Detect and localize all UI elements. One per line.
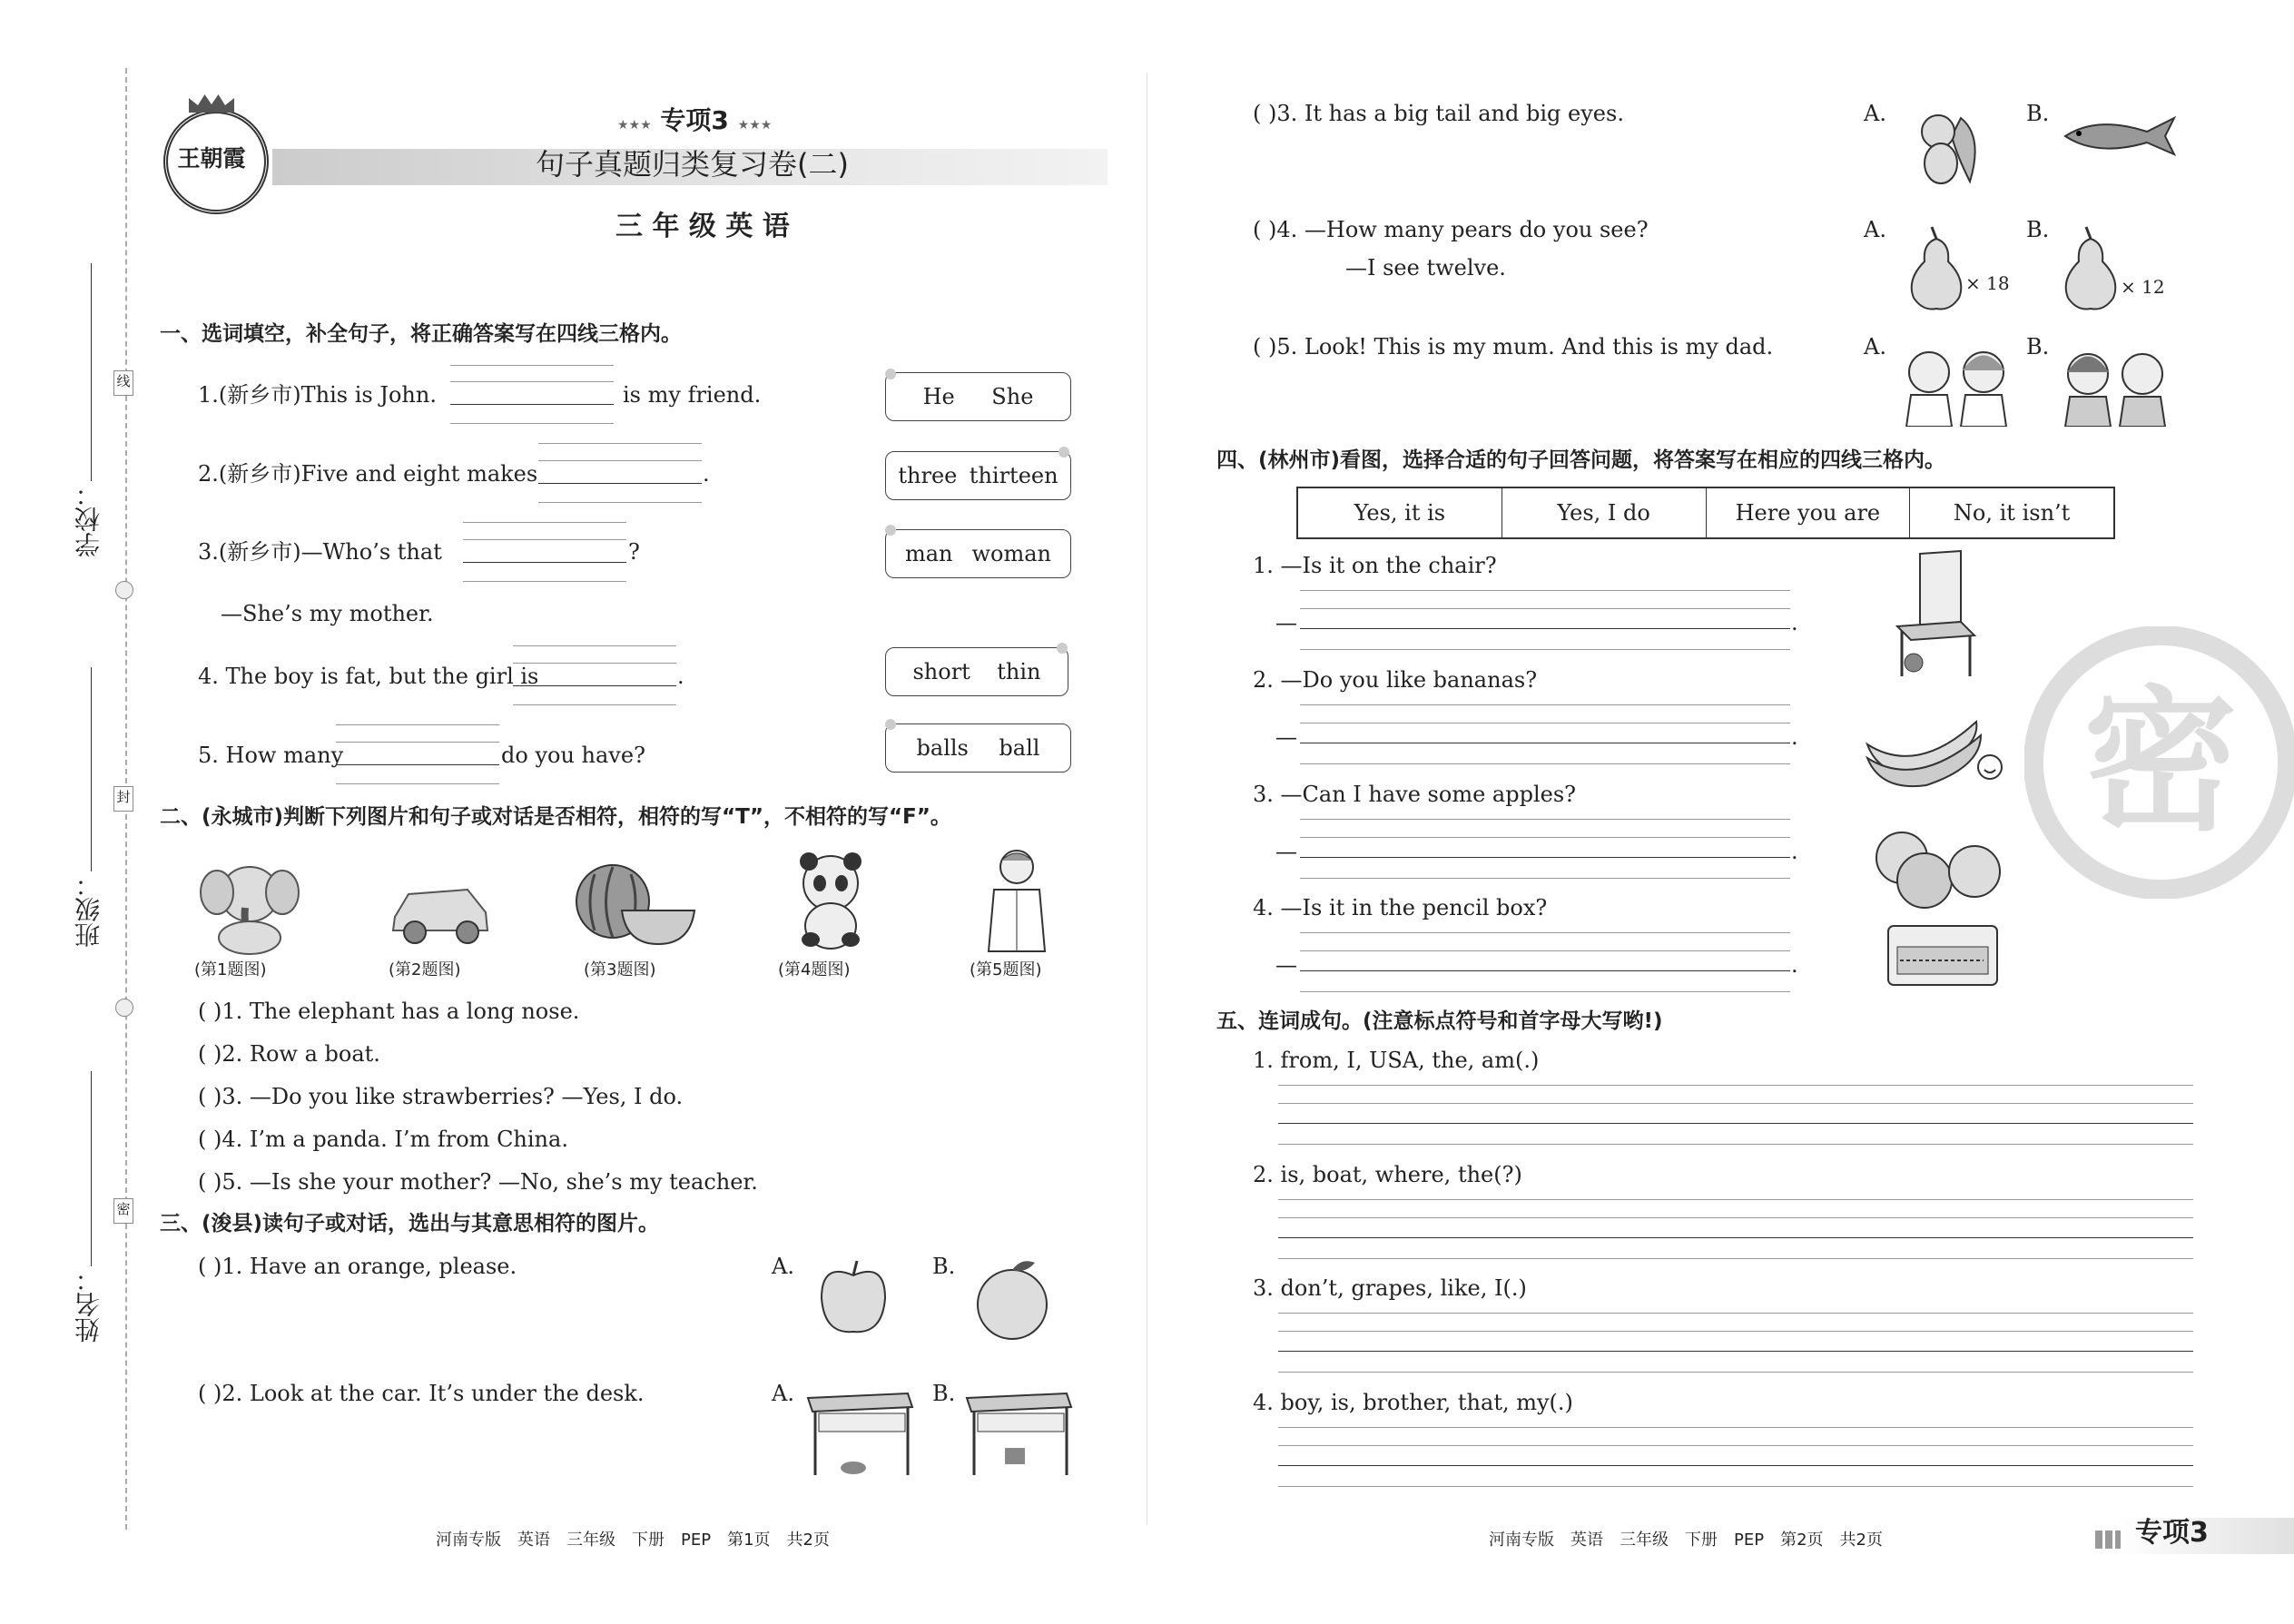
s5-item-1-answer-line[interactable] [1278,1123,2193,1124]
s3-item-1-a: A. [772,1254,794,1279]
seal-char-feng: 封 [113,786,133,812]
s3-item-3[interactable]: ( )3. It has a big tail and big eyes. [1253,101,1624,126]
brand-name: 王朝霞 [177,145,246,172]
s1-q3-suffix: ? [628,539,640,565]
choice-ball: ball [999,735,1040,761]
s4-q1-period: . [1791,610,1798,635]
s3-item-1-b: B. [932,1254,956,1279]
s4-q1-dash: — [1275,610,1297,635]
school-line[interactable] [91,263,92,481]
doctor-picture [976,844,1058,953]
s1-q5-choice-box [885,723,1071,773]
name-label: 姓名： [74,1266,103,1343]
s4-q4-answer-line[interactable] [1300,970,1790,971]
section4-heading: 四、(林州市)看图，选择合适的句子回答问题，将答案写在相应的四线三格内。 [1216,448,1946,472]
s1-q4-suffix: . [677,664,684,689]
brand-crown-icon [189,94,234,113]
apple-picture [817,1257,890,1339]
choice-thirteen: thirteen [969,463,1058,488]
s4-options-table [1296,487,2115,539]
s2-caption-3: (第3题图) [584,960,656,979]
s1-q3-prefix: 3.(新乡市)—Who’s that [198,539,442,565]
squirrel-picture [1906,100,1979,191]
footer-tag-squares-icon [2095,1530,2121,1549]
s4-option-2: Yes, I do [1502,488,1707,537]
school-label: 学校： [74,481,103,557]
s3-item-3-b: B. [2026,101,2050,126]
s1-q5-suffix: do you have? [501,743,645,768]
s1-q5-answer-line[interactable] [336,764,499,765]
chair-ball-picture [1888,549,1979,681]
s4-q3-dash: — [1275,839,1297,864]
s3-item-4-response: —I see twelve. [1345,255,1506,281]
s4-q3: 3. —Can I have some apples? [1253,782,1577,807]
binding-hole-1 [115,581,133,599]
section2-heading: 二、(永城市)判断下列图片和句子或对话是否相符，相符的写“T”，不相符的写“F”。 [160,805,951,829]
section3-heading: 三、(浚县)读句子或对话，选出与其意思相符的图片。 [160,1212,660,1235]
s4-option-1: Yes, it is [1298,488,1502,537]
car-picture [386,867,495,949]
panda-picture [785,849,876,953]
s5-item-2-answer-line[interactable] [1278,1237,2193,1238]
s2-caption-5: (第5题图) [970,960,1042,979]
s5-item-3: 3. don’t, grapes, like, I(.) [1253,1275,1527,1301]
s4-q2: 2. —Do you like bananas? [1253,667,1538,693]
s4-q4-dash: — [1275,952,1297,978]
s4-q2-period: . [1791,724,1798,750]
binding-hole-2 [115,999,133,1017]
s2-caption-4: (第4题图) [778,960,851,979]
s4-q1-answer-line[interactable] [1300,628,1790,629]
s2-item-2[interactable]: ( )2. Row a boat. [198,1041,380,1067]
s1-q4-prefix: 4. The boy is fat, but the girl is [198,664,539,689]
choice-she: She [991,384,1034,409]
s2-caption-2: (第2题图) [389,960,461,979]
s5-item-1: 1. from, I, USA, the, am(.) [1253,1048,1540,1073]
s2-item-5[interactable]: ( )5. —Is she your mother? —No, she’s my teacher. [198,1169,758,1195]
orange-picture [971,1257,1053,1343]
seal-char-xian: 线 [113,370,133,396]
s4-q4-period: . [1791,952,1798,978]
s4-option-4: No, it isn’t [1953,500,2071,526]
s5-item-3-answer-line[interactable] [1278,1351,2193,1352]
apples-picture [1870,822,2006,912]
s1-q4-answer-line[interactable] [513,685,676,686]
class-line[interactable] [91,667,92,871]
s5-item-4-answer-line[interactable] [1278,1465,2193,1466]
s3-item-4[interactable]: ( )4. —How many pears do you see? [1253,217,1649,242]
s2-item-4[interactable]: ( )4. I’m a panda. I’m from China. [198,1127,568,1152]
s1-q2-prefix: 2.(新乡市)Five and eight makes [198,461,538,487]
choice-short: short [912,659,970,684]
section1-heading: 一、选词填空，补全句子，将正确答案写在四线三格内。 [160,322,682,346]
footer-right: 河南专版 英语 三年级 下册 PEP 第2页 共2页 [1489,1530,1883,1550]
s3-item-2-a: A. [772,1381,794,1406]
choice-man: man [904,541,953,566]
s4-q4: 4. —Is it in the pencil box? [1253,895,1548,920]
s1-q1-suffix: is my friend. [623,382,762,408]
page-subtitle: 三 年 级 英 语 [615,211,790,242]
choice-he: He [922,384,955,409]
s2-item-3[interactable]: ( )3. —Do you like strawberries? —Yes, I do. [198,1084,684,1109]
fish-picture [2061,113,2179,159]
stars-right-icon: ★★★ [737,118,773,133]
s3-item-2-b: B. [932,1381,956,1406]
special-label [617,107,772,139]
s3-item-3-a: A. [1864,101,1886,126]
s1-q2-suffix: . [703,461,710,487]
s3-item-4-a: A. [1864,217,1886,242]
s3-item-4-b: B. [2026,217,2050,242]
s4-q3-answer-line[interactable] [1300,857,1790,858]
s1-q1-answer-line[interactable] [450,404,614,405]
watermelon-picture [572,858,699,949]
s4-option-3: Here you are [1707,488,1911,537]
s1-q2-answer-line[interactable] [538,483,702,484]
s1-q1-prefix: 1.(新乡市)This is John. [198,382,437,408]
young-couple-picture [1897,345,2015,427]
s4-q2-dash: — [1275,724,1297,750]
choice-three: three [898,463,958,488]
pencil-box-picture [1884,921,2002,989]
s1-q2-choice-box [885,451,1071,500]
footer-tag: 专项3 [2135,1517,2209,1549]
special-label-text: 专项3 [660,105,729,135]
s2-item-1[interactable]: ( )1. The elephant has a long nose. [198,999,580,1024]
s5-item-2: 2. is, boat, where, the(?) [1253,1162,1522,1187]
bananas-picture [1863,708,2008,790]
footer-left: 河南专版 英语 三年级 下册 PEP 第1页 共2页 [436,1530,830,1550]
s1-q5-prefix: 5. How many [198,743,344,768]
s2-caption-1: (第1题图) [194,960,267,979]
s1-q1-choice-box [885,372,1071,421]
s3-item-5-a: A. [1864,334,1886,359]
s5-item-4: 4. boy, is, brother, that, my(.) [1253,1390,1573,1415]
name-line[interactable] [91,1071,92,1266]
s4-q1: 1. —Is it on the chair? [1253,553,1497,578]
page-title: 句子真题归类复习卷(二) [536,147,849,182]
stars-left-icon: ★★★ [617,118,652,133]
desk-picture-b [958,1384,1076,1480]
desk-picture-a [799,1384,917,1480]
old-couple-picture [2056,345,2174,427]
s3-item-5[interactable]: ( )5. Look! This is my mum. And this is my dad. [1253,334,1774,359]
choice-thin: thin [997,659,1041,684]
s3-item-1[interactable]: ( )1. Have an orange, please. [198,1254,517,1279]
pear-picture-b [2059,225,2122,311]
elephant-picture [195,849,304,958]
confidential-watermark-icon [2024,626,2294,899]
section5-heading: 五、连词成句。(注意标点符号和首字母大写哟!) [1216,1009,1663,1033]
s3-item-2[interactable]: ( )2. Look at the car. It’s under the desk. [198,1381,645,1406]
s1-q3-response: —She’s my mother. [221,601,434,626]
watermark-char: 密 [2082,673,2239,852]
choice-woman: woman [971,541,1052,566]
s1-q4-choice-box [885,647,1068,696]
pear-picture-a [1905,225,1968,311]
seal-char-mi: 密 [113,1198,133,1224]
s3-item-5-b: B. [2026,334,2050,359]
s1-q3-choice-box [885,529,1071,578]
s1-q3-answer-line[interactable] [463,562,626,563]
s3-item-4-b-count: × 12 [2121,276,2165,298]
s4-q3-period: . [1791,839,1798,864]
class-label: 班级： [74,871,103,948]
choice-balls: balls [916,735,969,761]
s3-item-4-a-count: × 18 [1965,272,2010,294]
